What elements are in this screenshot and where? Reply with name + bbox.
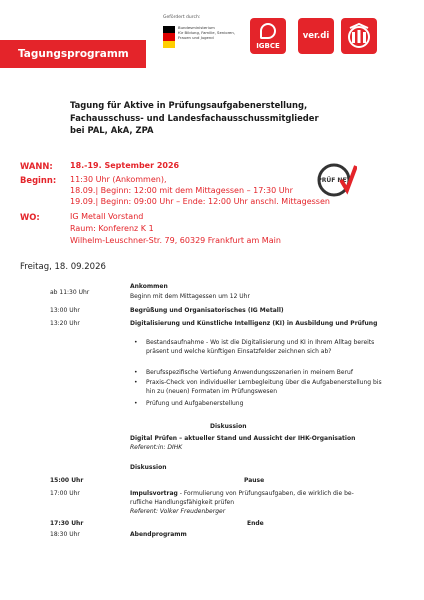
- bullet-text: Prüfung und Aufgabenerstellung: [146, 400, 244, 407]
- wo-line: Raum: Konferenz K 1: [70, 224, 154, 233]
- schedule-subtitle: Beginn mit dem Mittagessen um 12 Uhr: [130, 293, 250, 300]
- event-title: [70, 99, 420, 137]
- speaker-reference: Referent:in: DIHK: [130, 444, 183, 451]
- speaker-reference: Referent: Volker Freudenberger: [130, 508, 226, 515]
- talk-type: Impulsvortrag: [130, 490, 178, 497]
- wann-label: WANN:: [20, 161, 53, 171]
- schedule-title: Pause: [244, 477, 265, 484]
- schedule-time: 18:30 Uhr: [50, 531, 80, 538]
- bullet-text: Praxis-Check von individueller Lernbegleitung über die Aufgabenerstellung bis hin zu (neuen) Formaten im Prüfungswesen: [146, 379, 382, 395]
- discussion-label: Diskussion: [130, 464, 167, 471]
- schedule-time: 13:00 Uhr: [50, 307, 80, 314]
- wo-label: WO:: [20, 212, 40, 222]
- schedule-time: 13:20 Uhr: [50, 320, 80, 327]
- talk-topic: - Formulierung von Prüfungsaufgaben, die wirklich die be-: [177, 490, 354, 497]
- verdi-logo-text: ver.di: [302, 31, 330, 41]
- pruefnet-check-icon: [317, 160, 357, 200]
- igmetall-gear-icon: [345, 22, 373, 50]
- beginn-line: 19.09.| Beginn: 09:00 Uhr – Ende: 12:00 Uhr anschl. Mittagessen: [70, 197, 330, 206]
- discussion-label: Diskussion: [210, 423, 247, 430]
- funding-line: Bundesministerium: [178, 25, 215, 30]
- beginn-line: 18.09.| Beginn: 12:00 mit dem Mittagessen – 17:30 Uhr: [70, 186, 293, 195]
- german-flag-icon: [163, 26, 175, 48]
- igbce-mark-icon: [260, 23, 276, 39]
- title-line: bei PAL, AkA, ZPA: [70, 125, 154, 135]
- schedule-title: Ende: [247, 520, 264, 527]
- wo-line: IG Metall Vorstand: [70, 212, 144, 221]
- beginn-label: Beginn:: [20, 175, 57, 185]
- schedule-title: Abendprogramm: [130, 531, 187, 538]
- title-line: Fachausschuss- und Landesfachausschussmitglieder: [70, 112, 319, 123]
- talk-topic-continued: rufliche Handlungsfähigkeit prüfen: [130, 499, 235, 506]
- schedule-title: Begrüßung und Organisatorisches (IG Metall): [130, 307, 284, 314]
- funding-header: Gefördert durch:: [163, 15, 201, 20]
- schedule-time: 17:30 Uhr: [50, 520, 84, 527]
- bullet-dot: •: [134, 369, 138, 376]
- igbce-logo: [250, 18, 286, 54]
- bullet-dot: •: [134, 379, 138, 386]
- schedule-time: 17:00 Uhr: [50, 490, 80, 497]
- funding-line: Frauen und Jugend: [178, 35, 214, 40]
- title-line: Tagung für Aktive in Prüfungsaufgabenerstellung,: [70, 100, 308, 110]
- schedule-title: Digitalisierung und Künstliche Intelligenz (KI) in Ausbildung und Prüfung: [130, 320, 378, 327]
- bullet-text: Berufsspezifische Vertiefung Anwendungsszenarien in meinem Beruf: [146, 369, 353, 376]
- pruefnet-logo-text: PRÜF NET: [317, 177, 351, 184]
- schedule-title: Ankommen: [130, 283, 168, 290]
- bullet-dot: •: [134, 339, 138, 346]
- schedule-title-line: [130, 490, 354, 497]
- funding-notice: [163, 15, 243, 55]
- wo-line: Wilhelm-Leuschner-Str. 79, 60329 Frankfurt am Main: [70, 236, 281, 245]
- funding-line: für Bildung, Familie, Senioren,: [178, 30, 236, 35]
- pruefnet-logo: [317, 160, 357, 200]
- day-heading: Freitag, 18. 09.2026: [20, 262, 106, 272]
- schedule-time: ab 11:30 Uhr: [50, 289, 90, 296]
- funding-ministry: [178, 25, 243, 40]
- schedule-time: 15:00 Uhr: [50, 477, 84, 484]
- bullet-text: Bestandsaufnahme - Wo ist die Digitalisierung und KI in Ihrem Alltag bereits präsent und welche künftigen Einsatzfelder zeichnen sich ab?: [146, 339, 375, 355]
- verdi-logo: [298, 18, 334, 54]
- igbce-logo-text: IGBCE: [256, 42, 280, 50]
- wann-value: 18.-19. September 2026: [70, 161, 180, 170]
- program-banner: Tagungsprogramm: [0, 40, 146, 68]
- igmetall-logo: [341, 18, 377, 54]
- beginn-line: 11:30 Uhr (Ankommen),: [70, 175, 167, 184]
- schedule-title: Digital Prüfen – aktueller Stand und Aussicht der IHK-Organisation: [130, 435, 356, 442]
- bullet-dot: •: [134, 400, 138, 407]
